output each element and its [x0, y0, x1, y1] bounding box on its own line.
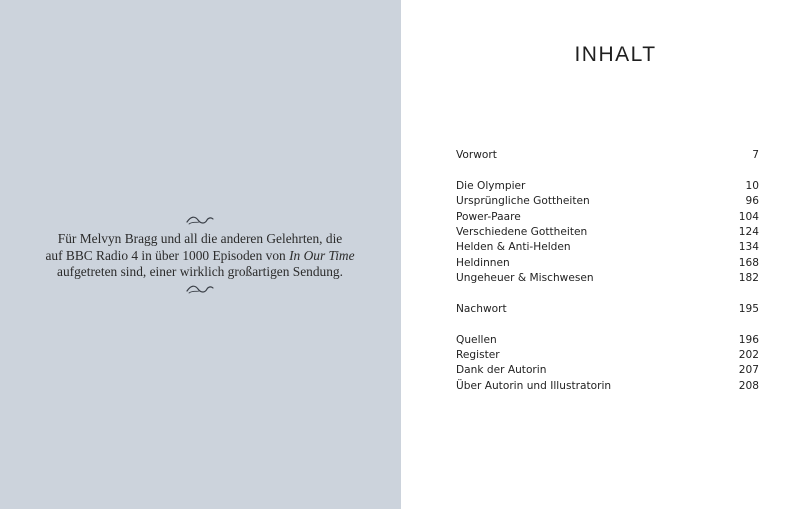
- toc-entry-page: 195: [738, 302, 759, 315]
- table-of-contents: [456, 148, 759, 394]
- toc-entry: [456, 348, 759, 363]
- toc-entry-page: 96: [745, 195, 759, 208]
- toc-entry-label: Nachwort: [456, 302, 507, 315]
- swash-ornament-icon: [185, 214, 215, 226]
- dedication-line-2-text: auf BBC Radio 4 in über 1000 Episoden von: [45, 247, 290, 263]
- toc-entry-label: Dank der Autorin: [456, 364, 547, 377]
- toc-entry-label: Über Autorin und Illustratorin: [456, 379, 612, 392]
- toc-entry-page: 202: [738, 349, 759, 362]
- toc-entry-label: Verschiedene Gottheiten: [456, 225, 588, 238]
- toc-entry-label: Ungeheuer & Mischwesen: [456, 272, 594, 285]
- toc-entry: [456, 256, 759, 271]
- toc-entry-page: 207: [738, 364, 759, 377]
- toc-entry-page: 104: [738, 210, 759, 223]
- toc-entry-page: 168: [738, 256, 759, 269]
- toc-entry: [456, 271, 759, 286]
- toc-entry-label: Quellen: [456, 333, 497, 346]
- toc-entry-page: 134: [738, 241, 759, 254]
- toc-entry-label: Helden & Anti-Helden: [456, 241, 571, 254]
- dedication-text: [20, 231, 380, 281]
- contents-page: [401, 0, 800, 509]
- program-title: In Our Time: [289, 247, 355, 263]
- toc-entry: [456, 194, 759, 209]
- dedication-line-3: aufgetreten sind, einer wirklich großartigen Sendung.: [57, 264, 343, 279]
- contents-title: INHALT: [574, 43, 657, 66]
- toc-entry: [456, 379, 759, 394]
- toc-entry: [456, 210, 759, 225]
- toc-entry: [456, 240, 759, 255]
- toc-entry-label: Power-Paare: [456, 210, 521, 223]
- toc-entry-page: 124: [738, 225, 759, 238]
- toc-entry: [456, 179, 759, 194]
- toc-entry-label: Heldinnen: [456, 256, 510, 269]
- dedication-line-1: Für Melvyn Bragg und all die anderen Gelehrten, die: [57, 231, 343, 246]
- toc-entry-page: 196: [738, 333, 759, 346]
- toc-entry-label: Ursprüngliche Gottheiten: [456, 195, 590, 208]
- toc-entry: [456, 333, 759, 348]
- toc-entry-label: Die Olympier: [456, 179, 526, 192]
- toc-entry-page: 10: [745, 179, 759, 192]
- swash-ornament-icon: [185, 283, 215, 295]
- dedication-line-2: [20, 248, 380, 265]
- toc-entry-page: 7: [752, 149, 759, 161]
- toc-entry-page: 182: [738, 272, 759, 285]
- toc-entry-label: Register: [456, 349, 500, 362]
- toc-entry: [456, 363, 759, 378]
- toc-entry: [456, 148, 759, 163]
- toc-entry-page: 208: [738, 379, 759, 392]
- toc-entry: [456, 225, 759, 240]
- toc-entry: [456, 302, 759, 317]
- toc-entry-label: Vorwort: [456, 149, 497, 161]
